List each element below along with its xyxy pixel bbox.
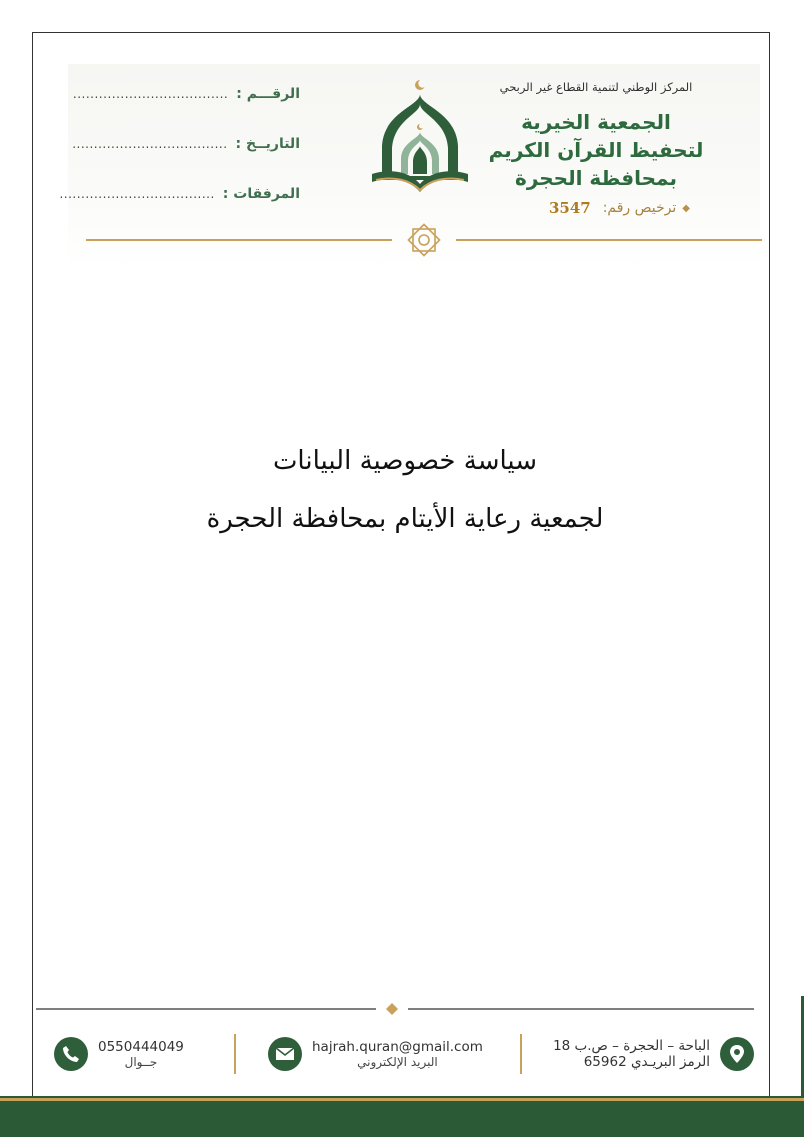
field-date-dots: .................................... [72, 137, 228, 151]
phone-number[interactable]: 0550444049 [98, 1039, 184, 1055]
field-attachments-dots: .................................... [59, 187, 215, 201]
document-title: سياسة خصوصية البيانات [272, 446, 538, 476]
reference-fields [59, 86, 300, 236]
field-number [72, 86, 300, 136]
address-line-1: الباحة – الحجرة – ص.ب 18 [553, 1038, 710, 1054]
field-attachments-label: المرفقات : [222, 186, 300, 202]
contact-phone [54, 1030, 184, 1078]
org-name-line-2: لتحفيظ القرآن الكريم [488, 138, 704, 162]
license-label: ترخيص رقم: [602, 200, 677, 216]
contact-address [553, 1030, 754, 1078]
footer-separator-2 [234, 1034, 236, 1074]
org-name-line-3: بمحافظة الحجرة [515, 166, 677, 190]
email-address[interactable]: hajrah.quran@gmail.com [312, 1039, 483, 1055]
field-number-label: الرقـــم : [236, 86, 300, 102]
diamond-icon: ◆ [682, 202, 690, 214]
org-parent-center: المركز الوطني لتنمية القطاع غير الربحي [499, 80, 693, 94]
phone-label: جــوال [124, 1055, 158, 1069]
field-number-dots: .................................... [72, 87, 229, 101]
header-divider [86, 222, 762, 258]
contact-email [268, 1030, 483, 1078]
footer-separator-1 [520, 1034, 522, 1074]
address-line-2: الرمز البريـدي 65962 [583, 1054, 710, 1070]
organization-block [476, 80, 716, 192]
phone-icon [54, 1037, 88, 1071]
email-label: البريد الإلكتروني [357, 1055, 438, 1069]
footer-gold-stripe [0, 1098, 804, 1101]
org-name-line-1: الجمعية الخيرية [521, 110, 671, 134]
mail-icon [268, 1037, 302, 1071]
field-date [72, 136, 300, 186]
footer-divider [36, 998, 754, 1020]
footer-band [0, 1096, 804, 1137]
document-subtitle: لجمعية رعاية الأيتام بمحافظة الحجرة [206, 504, 604, 534]
field-date-label: التاريــخ : [235, 136, 300, 152]
license-info [549, 199, 690, 217]
mosque-book-logo [366, 76, 474, 204]
license-number: 3547 [548, 199, 591, 217]
location-icon [720, 1037, 754, 1071]
